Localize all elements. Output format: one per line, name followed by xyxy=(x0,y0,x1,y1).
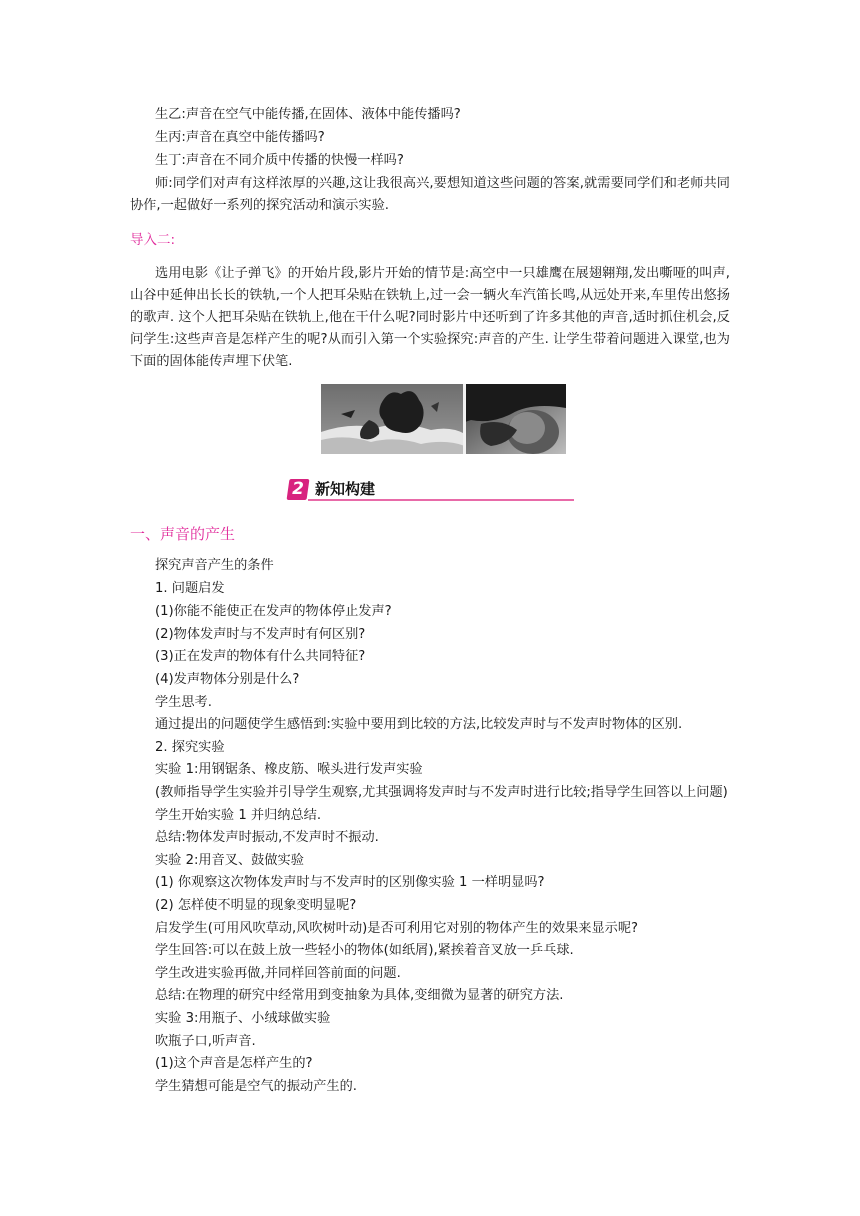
content-line: 实验 1:用钢锯条、橡皮筋、喉头进行发声实验 xyxy=(155,762,423,777)
content-line: (1)你能不能使正在发声的物体停止发声? xyxy=(155,604,392,619)
dialogue-line: 生丁:声音在不同介质中传播的快慢一样吗? xyxy=(155,153,404,168)
section1-heading: 一、声音的产生 xyxy=(130,525,236,543)
content-line: (2) 怎样使不明显的现象变明显呢? xyxy=(155,898,357,913)
content-line: 学生回答:可以在鼓上放一些轻小的物体(如纸屑),紧挨着音叉放一乒乓球. xyxy=(155,943,574,958)
dialogue-line: 生丙:声音在真空中能传播吗? xyxy=(155,130,325,145)
content-line: (3)正在发声的物体有什么共同特征? xyxy=(155,649,366,664)
content-line: (1) 你观察这次物体发声时与不发声时的区别像实验 1 一样明显吗? xyxy=(155,875,545,890)
content-line: 学生开始实验 1 并归纳总结. xyxy=(155,808,322,823)
content-line: 启发学生(可用风吹草动,风吹树叶动)是否可利用它对别的物体产生的效果来显示呢? xyxy=(155,921,639,936)
content-line: 学生改进实验再做,并同样回答前面的问题. xyxy=(155,966,401,981)
teacher-paragraph: 师:同学们对声有这样浓厚的兴趣,这让我很高兴,要想知道这些问题的答案,就需要同学们和老师共同协作,一起做好一系列的探究活动和演示实验. xyxy=(130,176,730,213)
content-line: 1. 问题启发 xyxy=(155,581,225,596)
content-line: 吹瓶子口,听声音. xyxy=(155,1034,256,1049)
intro2-heading: 导入二: xyxy=(130,232,176,248)
content-line: 总结:物体发声时振动,不发声时不振动. xyxy=(155,830,379,845)
content-line: 2. 探究实验 xyxy=(155,740,225,755)
content-line: 学生猜想可能是空气的振动产生的. xyxy=(155,1079,358,1094)
section-banner-title: 新知构建 xyxy=(315,480,376,498)
content-line: 学生思考. xyxy=(155,695,212,710)
section-number: 2 xyxy=(292,479,304,499)
content-line: (教师指导学生实验并引导学生观察,尤其强调将发声时与不发声时进行比较;指导学生回答以上问题) xyxy=(155,785,728,800)
section-banner xyxy=(288,478,578,502)
intro2-paragraph: 选用电影《让子弹飞》的开始片段,影片开始的情节是:高空中一只雄鹰在展翅翱翔,发出嘶哑的叫声,山谷中延伸出长长的铁轨,一个人把耳朵贴在铁轨上,过一会一辆火车汽笛长鸣,从远处开来,车里传出悠扬的歌声. 这个人把耳朵贴在铁轨上,他在干什么呢?同时影片中还听到了许多其他的声音,适时抓住机会,反问学生:这些声音是怎样产生的呢?从而引入第一个实验探究:声音的产生. 让学生带着问题进入课堂,也为下面的固体能传声埋下伏笔. xyxy=(130,266,730,369)
content-line: (2)物体发声时与不发声时有何区别? xyxy=(155,627,366,642)
content-line: 总结:在物理的研究中经常用到变抽象为具体,变细微为显著的研究方法. xyxy=(155,988,564,1003)
content-line: 通过提出的问题使学生感悟到:实验中要用到比较的方法,比较发声时与不发声时物体的区别. xyxy=(155,717,683,732)
dialogue-line: 生乙:声音在空气中能传播,在固体、液体中能传播吗? xyxy=(155,107,461,122)
movie-stills-image xyxy=(321,384,566,454)
content-line: 实验 3:用瓶子、小绒球做实验 xyxy=(155,1011,331,1026)
content-line: 实验 2:用音叉、鼓做实验 xyxy=(155,853,304,868)
content-line: 探究声音产生的条件 xyxy=(155,558,274,573)
content-line: (4)发声物体分别是什么? xyxy=(155,672,300,687)
banner-underline xyxy=(308,499,574,501)
content-line: (1)这个声音是怎样产生的? xyxy=(155,1056,313,1071)
